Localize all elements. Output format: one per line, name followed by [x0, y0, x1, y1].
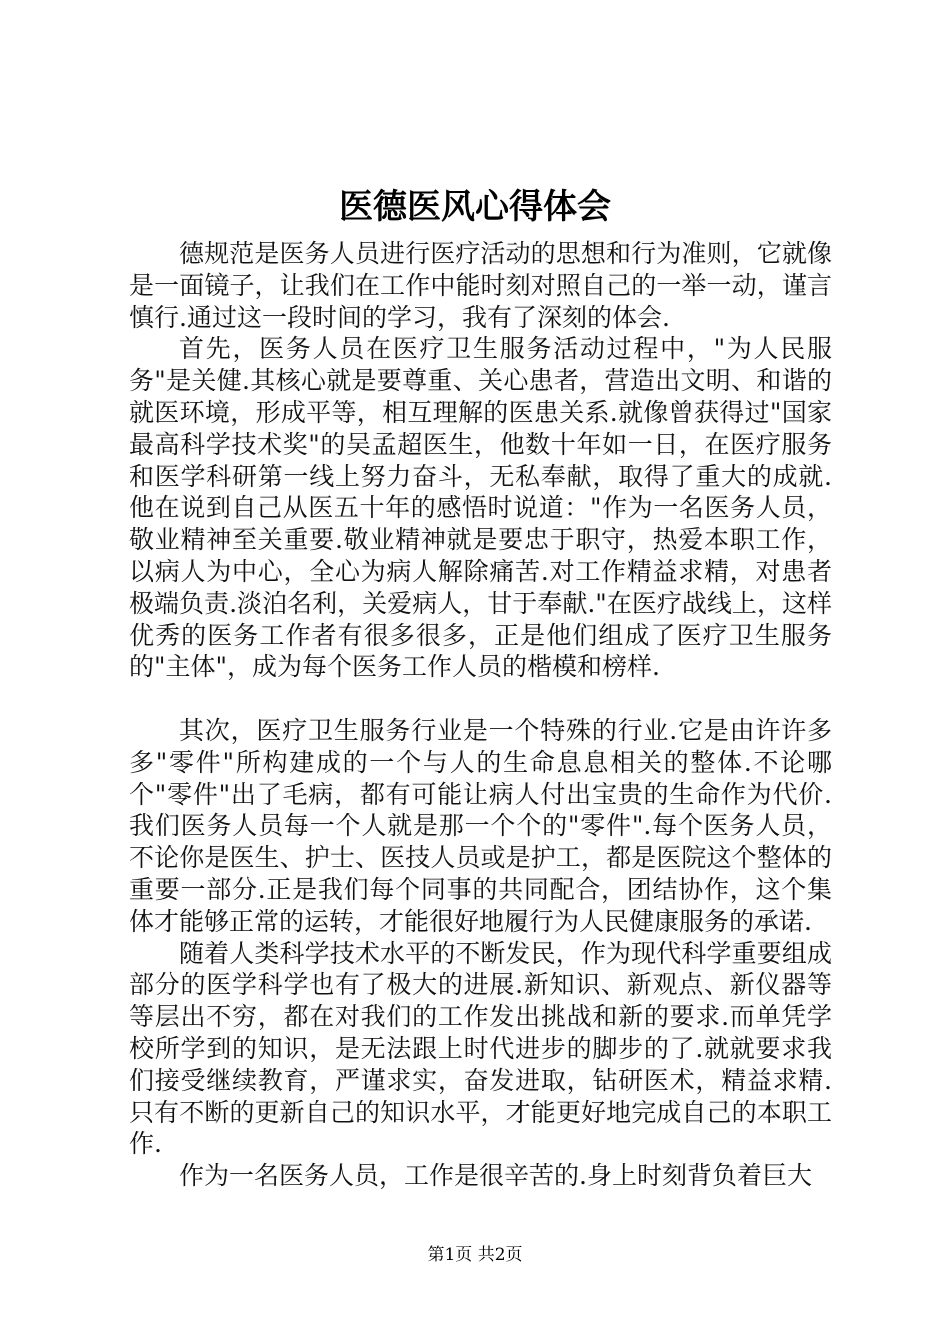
paragraph-intro: 德规范是医务人员进行医疗活动的思想和行为准则，它就像是一面镜子，让我们在工作中能时刻对照自己的一举一动，谨言慎行.通过这一段时间的学习，我有了深刻的体会. — [129, 239, 832, 332]
paragraph-continuing-education: 随着人类科学技术水平的不断发民，作为现代科学重要组成部分的医学科学也有了极大的进展.新知识、新观点、新仪器等等层出不穷，都在对我们的工作发出挑战和新的要求.而单凭学校所学到的知识，是无法跟上时代进步的脚步的了.就就要求我们接受继续教育，严谨求实，奋发进取，钻研医术，精益求精.只有不断的更新自己的知识水平，才能更好地完成自己的本职工作. — [129, 938, 832, 1159]
page-number-footer: 第1页 共2页 — [427, 1245, 523, 1265]
paragraph-hardship: 作为一名医务人员，工作是很辛苦的.身上时刻背负着巨大 — [179, 1161, 812, 1191]
paragraph-second-point: 其次，医疗卫生服务行业是一个特殊的行业.它是由许许多多"零件"所构建成的一个与人的生命息息相关的整体.不论哪个"零件"出了毛病，都有可能让病人付出宝贵的生命作为代价.我们医务人员每一个人就是那一个个的"零件".每个医务人员，不论你是医生、护士、医技人员或是护工，都是医院这个整体的重要一部分.正是我们每个同事的共同配合，团结协作，这个集体才能够正常的运转，才能很好地履行为人民健康服务的承诺. — [129, 715, 832, 936]
paragraph-first-point: 首先，医务人员在医疗卫生服务活动过程中，"为人民服务"是关健.其核心就是要尊重、关心患者，营造出文明、和谐的就医环境，形成平等，相互理解的医患关系.就像曾获得过"国家最高科学技术奖"的吴孟超医生，他数十年如一日，在医疗服务和医学科研第一线上努力奋斗，无私奉献，取得了重大的成就.他在说到自己从医五十年的感悟时说道："作为一名医务人员，敬业精神至关重要.敬业精神就是要忠于职守，热爱本职工作，以病人为中心，全心为病人解除痛苦.对工作精益求精，对患者极端负责.淡泊名利，关爱病人，甘于奉献."在医疗战线上，这样优秀的医务工作者有很多很多，正是他们组成了医疗卫生服务的"主体"，成为每个医务工作人员的楷模和榜样. — [129, 334, 832, 682]
document-title: 医德医风心得体会 — [339, 187, 611, 227]
document-body — [129, 238, 832, 1192]
